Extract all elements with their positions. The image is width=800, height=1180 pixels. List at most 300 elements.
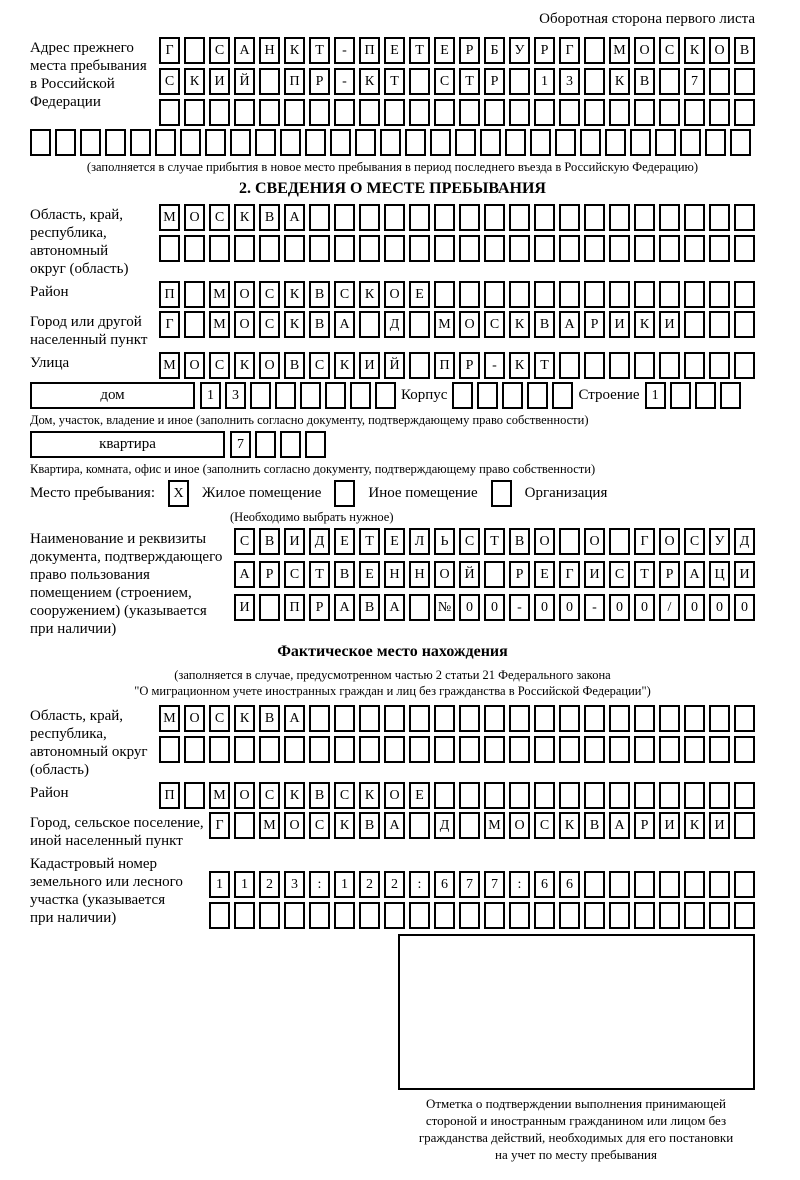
char-box[interactable]: [484, 782, 505, 809]
char-box[interactable]: М: [159, 705, 180, 732]
char-box[interactable]: [234, 902, 255, 929]
char-box[interactable]: Г: [634, 528, 655, 555]
char-box[interactable]: О: [459, 311, 480, 338]
char-box[interactable]: 0: [484, 594, 505, 621]
char-box[interactable]: [684, 204, 705, 231]
char-box[interactable]: Е: [409, 281, 430, 308]
char-box[interactable]: К: [284, 37, 305, 64]
char-box[interactable]: Т: [384, 68, 405, 95]
char-box[interactable]: 7: [484, 871, 505, 898]
char-box[interactable]: [484, 204, 505, 231]
char-box[interactable]: О: [709, 37, 730, 64]
char-box[interactable]: [409, 204, 430, 231]
char-box[interactable]: 6: [434, 871, 455, 898]
char-box[interactable]: И: [709, 812, 730, 839]
char-box[interactable]: О: [184, 204, 205, 231]
char-box[interactable]: [55, 129, 76, 156]
char-box[interactable]: К: [634, 311, 655, 338]
char-box[interactable]: К: [609, 68, 630, 95]
char-box[interactable]: С: [684, 528, 705, 555]
char-box[interactable]: [734, 204, 755, 231]
char-box[interactable]: И: [359, 352, 380, 379]
char-box[interactable]: С: [209, 705, 230, 732]
char-box[interactable]: О: [634, 37, 655, 64]
char-box[interactable]: [255, 129, 276, 156]
char-box[interactable]: П: [284, 68, 305, 95]
char-box[interactable]: [409, 812, 430, 839]
char-box[interactable]: [359, 99, 380, 126]
char-box[interactable]: [434, 204, 455, 231]
char-box[interactable]: [359, 705, 380, 732]
char-box[interactable]: [559, 902, 580, 929]
char-box[interactable]: 0: [684, 594, 705, 621]
char-box[interactable]: [409, 736, 430, 763]
char-box[interactable]: [534, 736, 555, 763]
char-box[interactable]: К: [234, 705, 255, 732]
char-box[interactable]: [709, 99, 730, 126]
char-box[interactable]: 0: [709, 594, 730, 621]
char-box[interactable]: Г: [209, 812, 230, 839]
char-box[interactable]: [434, 736, 455, 763]
char-box[interactable]: И: [284, 528, 305, 555]
char-box[interactable]: К: [509, 352, 530, 379]
char-box[interactable]: [609, 204, 630, 231]
char-box[interactable]: 6: [534, 871, 555, 898]
char-box[interactable]: М: [159, 204, 180, 231]
char-box[interactable]: О: [434, 561, 455, 588]
char-box[interactable]: [334, 235, 355, 262]
char-box[interactable]: [484, 736, 505, 763]
char-box[interactable]: [552, 382, 573, 409]
fact-oblast-row-2[interactable]: [159, 736, 755, 763]
char-box[interactable]: К: [334, 352, 355, 379]
char-box[interactable]: [405, 129, 426, 156]
checkbox-organizatsiya[interactable]: [491, 480, 512, 507]
ulitsa-row[interactable]: [159, 352, 755, 379]
char-box[interactable]: В: [309, 311, 330, 338]
char-box[interactable]: М: [209, 782, 230, 809]
char-box[interactable]: В: [284, 352, 305, 379]
char-box[interactable]: [584, 204, 605, 231]
char-box[interactable]: :: [309, 871, 330, 898]
char-box[interactable]: [305, 431, 326, 458]
char-box[interactable]: [659, 204, 680, 231]
char-box[interactable]: А: [284, 705, 305, 732]
char-box[interactable]: [709, 204, 730, 231]
prev-address-row-3[interactable]: [159, 99, 755, 126]
char-box[interactable]: Р: [459, 37, 480, 64]
char-box[interactable]: [209, 902, 230, 929]
char-box[interactable]: [709, 311, 730, 338]
char-box[interactable]: М: [209, 281, 230, 308]
char-box[interactable]: [409, 594, 430, 621]
char-box[interactable]: [634, 782, 655, 809]
char-box[interactable]: [634, 902, 655, 929]
char-box[interactable]: [384, 204, 405, 231]
char-box[interactable]: [559, 99, 580, 126]
char-box[interactable]: 1: [209, 871, 230, 898]
char-box[interactable]: 0: [734, 594, 755, 621]
char-box[interactable]: Т: [459, 68, 480, 95]
char-box[interactable]: У: [509, 37, 530, 64]
char-box[interactable]: В: [509, 528, 530, 555]
char-box[interactable]: [384, 235, 405, 262]
char-box[interactable]: [609, 528, 630, 555]
char-box[interactable]: [284, 99, 305, 126]
char-box[interactable]: [275, 382, 296, 409]
char-box[interactable]: [255, 431, 276, 458]
char-box[interactable]: [259, 902, 280, 929]
char-box[interactable]: [130, 129, 151, 156]
char-box[interactable]: [434, 705, 455, 732]
char-box[interactable]: [234, 736, 255, 763]
char-box[interactable]: К: [284, 281, 305, 308]
char-box[interactable]: [709, 235, 730, 262]
char-box[interactable]: И: [234, 594, 255, 621]
char-box[interactable]: И: [209, 68, 230, 95]
char-box[interactable]: 0: [634, 594, 655, 621]
char-box[interactable]: [709, 902, 730, 929]
char-box[interactable]: [430, 129, 451, 156]
char-box[interactable]: [459, 782, 480, 809]
char-box[interactable]: [559, 235, 580, 262]
char-box[interactable]: Р: [459, 352, 480, 379]
char-box[interactable]: [309, 902, 330, 929]
char-box[interactable]: [527, 382, 548, 409]
char-box[interactable]: [659, 68, 680, 95]
char-box[interactable]: Т: [634, 561, 655, 588]
char-box[interactable]: П: [159, 281, 180, 308]
char-box[interactable]: [530, 129, 551, 156]
char-box[interactable]: Н: [384, 561, 405, 588]
char-box[interactable]: Й: [234, 68, 255, 95]
char-box[interactable]: [234, 99, 255, 126]
char-box[interactable]: [80, 129, 101, 156]
char-box[interactable]: 1: [234, 871, 255, 898]
char-box[interactable]: [184, 37, 205, 64]
prev-address-row-1[interactable]: [159, 37, 755, 64]
char-box[interactable]: Р: [584, 311, 605, 338]
char-box[interactable]: [684, 99, 705, 126]
char-box[interactable]: [534, 235, 555, 262]
char-box[interactable]: М: [484, 812, 505, 839]
char-box[interactable]: О: [659, 528, 680, 555]
kadastr-row-2[interactable]: [209, 902, 755, 929]
char-box[interactable]: [459, 204, 480, 231]
char-box[interactable]: [720, 382, 741, 409]
doc-row-3[interactable]: [234, 594, 755, 621]
char-box[interactable]: К: [359, 782, 380, 809]
char-box[interactable]: 2: [359, 871, 380, 898]
char-box[interactable]: К: [359, 68, 380, 95]
char-box[interactable]: [30, 129, 51, 156]
char-box[interactable]: -: [509, 594, 530, 621]
char-box[interactable]: [534, 281, 555, 308]
char-box[interactable]: Й: [459, 561, 480, 588]
char-box[interactable]: Р: [309, 594, 330, 621]
char-box[interactable]: [230, 129, 251, 156]
char-box[interactable]: К: [334, 812, 355, 839]
korpus-row[interactable]: [452, 382, 573, 409]
char-box[interactable]: [325, 382, 346, 409]
char-box[interactable]: А: [234, 561, 255, 588]
char-box[interactable]: Р: [659, 561, 680, 588]
char-box[interactable]: [484, 281, 505, 308]
char-box[interactable]: М: [159, 352, 180, 379]
char-box[interactable]: [634, 281, 655, 308]
char-box[interactable]: [559, 352, 580, 379]
char-box[interactable]: [659, 782, 680, 809]
char-box[interactable]: К: [184, 68, 205, 95]
char-box[interactable]: Д: [734, 528, 755, 555]
char-box[interactable]: 0: [609, 594, 630, 621]
char-box[interactable]: Л: [409, 528, 430, 555]
char-box[interactable]: Е: [534, 561, 555, 588]
char-box[interactable]: Г: [159, 37, 180, 64]
char-box[interactable]: И: [659, 311, 680, 338]
char-box[interactable]: [159, 99, 180, 126]
char-box[interactable]: [359, 311, 380, 338]
char-box[interactable]: В: [534, 311, 555, 338]
char-box[interactable]: Р: [534, 37, 555, 64]
fact-gorod-row[interactable]: [209, 812, 755, 839]
char-box[interactable]: [734, 902, 755, 929]
char-box[interactable]: [609, 352, 630, 379]
char-box[interactable]: -: [584, 594, 605, 621]
char-box[interactable]: [334, 902, 355, 929]
char-box[interactable]: [734, 311, 755, 338]
char-box[interactable]: [502, 382, 523, 409]
char-box[interactable]: [105, 129, 126, 156]
char-box[interactable]: [505, 129, 526, 156]
char-box[interactable]: [280, 431, 301, 458]
char-box[interactable]: С: [259, 311, 280, 338]
char-box[interactable]: С: [609, 561, 630, 588]
char-box[interactable]: [559, 782, 580, 809]
char-box[interactable]: Н: [409, 561, 430, 588]
char-box[interactable]: [709, 782, 730, 809]
char-box[interactable]: [184, 281, 205, 308]
char-box[interactable]: [205, 129, 226, 156]
char-box[interactable]: [634, 99, 655, 126]
char-box[interactable]: [452, 382, 473, 409]
char-box[interactable]: Д: [309, 528, 330, 555]
char-box[interactable]: [605, 129, 626, 156]
char-box[interactable]: [184, 782, 205, 809]
char-box[interactable]: [709, 736, 730, 763]
char-box[interactable]: [309, 705, 330, 732]
char-box[interactable]: К: [284, 311, 305, 338]
char-box[interactable]: [484, 705, 505, 732]
kadastr-row-1[interactable]: [209, 871, 755, 898]
char-box[interactable]: [484, 235, 505, 262]
char-box[interactable]: [734, 736, 755, 763]
char-box[interactable]: [409, 311, 430, 338]
char-box[interactable]: [280, 129, 301, 156]
char-box[interactable]: М: [259, 812, 280, 839]
char-box[interactable]: [334, 480, 355, 507]
char-box[interactable]: [630, 129, 651, 156]
char-box[interactable]: [259, 736, 280, 763]
char-box[interactable]: [584, 68, 605, 95]
char-box[interactable]: [559, 204, 580, 231]
char-box[interactable]: [459, 99, 480, 126]
char-box[interactable]: [584, 736, 605, 763]
char-box[interactable]: В: [359, 594, 380, 621]
char-box[interactable]: О: [534, 528, 555, 555]
char-box[interactable]: Е: [334, 528, 355, 555]
char-box[interactable]: [184, 736, 205, 763]
char-box[interactable]: С: [659, 37, 680, 64]
char-box[interactable]: [234, 235, 255, 262]
char-box[interactable]: [659, 352, 680, 379]
char-box[interactable]: [659, 736, 680, 763]
char-box[interactable]: Г: [559, 37, 580, 64]
char-box[interactable]: [709, 352, 730, 379]
char-box[interactable]: [634, 235, 655, 262]
char-box[interactable]: 1: [645, 382, 666, 409]
char-box[interactable]: К: [234, 352, 255, 379]
char-box[interactable]: [409, 235, 430, 262]
char-box[interactable]: [459, 902, 480, 929]
char-box[interactable]: [184, 99, 205, 126]
char-box[interactable]: [509, 68, 530, 95]
char-box[interactable]: [459, 812, 480, 839]
char-box[interactable]: К: [359, 281, 380, 308]
char-box[interactable]: [559, 736, 580, 763]
char-box[interactable]: [259, 235, 280, 262]
char-box[interactable]: П: [159, 782, 180, 809]
char-box[interactable]: Ь: [434, 528, 455, 555]
char-box[interactable]: Т: [484, 528, 505, 555]
char-box[interactable]: Е: [359, 561, 380, 588]
char-box[interactable]: [284, 902, 305, 929]
char-box[interactable]: [609, 705, 630, 732]
char-box[interactable]: [684, 871, 705, 898]
char-box[interactable]: [734, 812, 755, 839]
fact-oblast-row-1[interactable]: [159, 705, 755, 732]
char-box[interactable]: [284, 736, 305, 763]
char-box[interactable]: [609, 782, 630, 809]
char-box[interactable]: [509, 782, 530, 809]
char-box[interactable]: К: [509, 311, 530, 338]
char-box[interactable]: [734, 871, 755, 898]
char-box[interactable]: С: [284, 561, 305, 588]
char-box[interactable]: [209, 99, 230, 126]
char-box[interactable]: [534, 782, 555, 809]
char-box[interactable]: О: [284, 812, 305, 839]
char-box[interactable]: Р: [634, 812, 655, 839]
char-box[interactable]: [234, 812, 255, 839]
dom-row[interactable]: [200, 382, 396, 409]
char-box[interactable]: [584, 871, 605, 898]
char-box[interactable]: [484, 99, 505, 126]
char-box[interactable]: К: [684, 812, 705, 839]
char-box[interactable]: О: [234, 782, 255, 809]
char-box[interactable]: -: [334, 37, 355, 64]
char-box[interactable]: 7: [684, 68, 705, 95]
char-box[interactable]: 1: [534, 68, 555, 95]
char-box[interactable]: [334, 99, 355, 126]
char-box[interactable]: [409, 68, 430, 95]
char-box[interactable]: [491, 480, 512, 507]
char-box[interactable]: С: [259, 281, 280, 308]
char-box[interactable]: [509, 705, 530, 732]
char-box[interactable]: [684, 736, 705, 763]
char-box[interactable]: Т: [409, 37, 430, 64]
char-box[interactable]: С: [334, 782, 355, 809]
char-box[interactable]: [484, 561, 505, 588]
char-box[interactable]: Т: [309, 37, 330, 64]
char-box[interactable]: [409, 352, 430, 379]
char-box[interactable]: К: [284, 782, 305, 809]
char-box[interactable]: Е: [434, 37, 455, 64]
char-box[interactable]: [659, 871, 680, 898]
char-box[interactable]: [634, 705, 655, 732]
char-box[interactable]: Е: [384, 37, 405, 64]
char-box[interactable]: [609, 871, 630, 898]
char-box[interactable]: [555, 129, 576, 156]
char-box[interactable]: [159, 235, 180, 262]
char-box[interactable]: [509, 902, 530, 929]
char-box[interactable]: Р: [309, 68, 330, 95]
char-box[interactable]: [584, 99, 605, 126]
char-box[interactable]: А: [334, 594, 355, 621]
char-box[interactable]: [484, 902, 505, 929]
char-box[interactable]: [184, 235, 205, 262]
char-box[interactable]: [580, 129, 601, 156]
prev-address-row-2[interactable]: [159, 68, 755, 95]
char-box[interactable]: 7: [459, 871, 480, 898]
char-box[interactable]: [584, 782, 605, 809]
char-box[interactable]: [695, 382, 716, 409]
char-box[interactable]: [734, 99, 755, 126]
char-box[interactable]: [409, 705, 430, 732]
char-box[interactable]: В: [334, 561, 355, 588]
char-box[interactable]: С: [159, 68, 180, 95]
char-box[interactable]: В: [584, 812, 605, 839]
char-box[interactable]: [155, 129, 176, 156]
char-box[interactable]: Е: [384, 528, 405, 555]
char-box[interactable]: [684, 235, 705, 262]
char-box[interactable]: [534, 705, 555, 732]
char-box[interactable]: 1: [200, 382, 221, 409]
char-box[interactable]: [384, 705, 405, 732]
char-box[interactable]: [509, 204, 530, 231]
char-box[interactable]: [609, 281, 630, 308]
char-box[interactable]: [434, 902, 455, 929]
char-box[interactable]: В: [359, 812, 380, 839]
char-box[interactable]: [350, 382, 371, 409]
char-box[interactable]: 7: [230, 431, 251, 458]
char-box[interactable]: [259, 594, 280, 621]
char-box[interactable]: Р: [509, 561, 530, 588]
char-box[interactable]: [734, 281, 755, 308]
char-box[interactable]: [609, 235, 630, 262]
char-box[interactable]: [734, 705, 755, 732]
char-box[interactable]: К: [234, 204, 255, 231]
char-box[interactable]: [334, 705, 355, 732]
char-box[interactable]: [455, 129, 476, 156]
char-box[interactable]: 3: [559, 68, 580, 95]
char-box[interactable]: [159, 736, 180, 763]
char-box[interactable]: С: [334, 281, 355, 308]
char-box[interactable]: [659, 705, 680, 732]
char-box[interactable]: [709, 871, 730, 898]
char-box[interactable]: [284, 235, 305, 262]
char-box[interactable]: [634, 736, 655, 763]
char-box[interactable]: В: [259, 204, 280, 231]
